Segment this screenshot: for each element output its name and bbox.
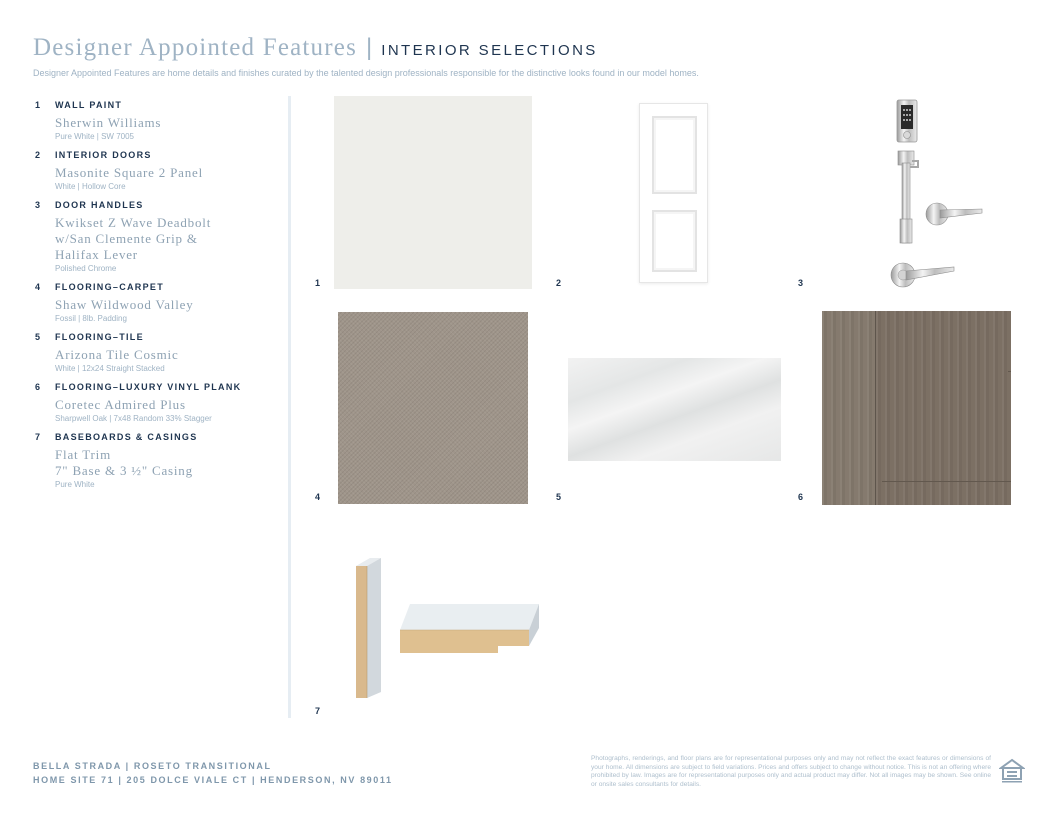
selection-item-flooring-carpet	[35, 282, 280, 324]
lever-handle-lower-icon	[891, 263, 954, 287]
item-category: FLOORING–TILE	[55, 332, 144, 342]
image-label-5: 5	[556, 492, 562, 502]
item-detail: Fossil | 8lb. Padding	[55, 314, 127, 323]
plank-knot	[1008, 371, 1011, 372]
item-product: Masonite Square 2 Panel	[55, 165, 204, 180]
item-number: 6	[35, 382, 41, 392]
selection-item-wall-paint	[35, 100, 280, 142]
item-detail: Polished Chrome	[55, 264, 117, 273]
selection-item-interior-doors	[35, 150, 280, 192]
lever-handle-icon	[926, 203, 982, 225]
item-number: 2	[35, 150, 41, 160]
item-category: FLOORING–CARPET	[55, 282, 165, 292]
community-name: BELLA STRADA | ROSETO TRANSITIONAL	[33, 761, 272, 771]
interior-door-image	[639, 103, 708, 283]
title-row	[33, 34, 1023, 62]
community-info	[33, 759, 393, 787]
title-separator: |	[366, 34, 373, 61]
equal-housing-opportunity-icon	[999, 758, 1025, 784]
carpet-swatch	[338, 312, 528, 504]
item-category: FLOORING–LUXURY VINYL PLANK	[55, 382, 242, 392]
handleset-grip-icon	[898, 151, 918, 243]
image-label-2: 2	[556, 278, 562, 288]
image-label-6: 6	[798, 492, 804, 502]
image-label-7: 7	[315, 706, 321, 716]
selection-item-door-handles	[35, 200, 280, 274]
item-product: Kwikset Z Wave Deadbolt w/San Clemente Grip & Halifax Lever	[55, 215, 212, 262]
item-product: Arizona Tile Cosmic	[55, 347, 179, 362]
item-product: Sherwin Williams	[55, 115, 162, 130]
deadbolt-keypad-icon	[897, 100, 917, 142]
image-label-3: 3	[798, 278, 804, 288]
wall-paint-swatch	[334, 96, 532, 289]
item-category: WALL PAINT	[55, 100, 123, 110]
item-number: 1	[35, 100, 41, 110]
plank-right	[876, 311, 1011, 505]
item-category: BASEBOARDS & CASINGS	[55, 432, 198, 442]
item-detail: Pure White	[55, 480, 95, 489]
door-lower-panel	[652, 210, 697, 272]
door-handles-image	[878, 97, 988, 293]
item-number: 4	[35, 282, 41, 292]
item-number: 7	[35, 432, 41, 442]
item-number: 3	[35, 200, 41, 210]
item-detail: White | 12x24 Straight Stacked	[55, 364, 165, 373]
selections-list	[35, 100, 280, 498]
selection-item-flooring-tile	[35, 332, 280, 374]
page-header	[33, 34, 1023, 78]
section-title: INTERIOR SELECTIONS	[381, 42, 598, 59]
item-detail: Sharpwell Oak | 7x48 Random 33% Stagger	[55, 414, 212, 423]
vertical-divider	[288, 96, 291, 718]
luxury-vinyl-plank-swatch	[822, 311, 1011, 505]
item-product: Coretec Admired Plus	[55, 397, 186, 412]
baseboard-casing-image	[352, 556, 544, 702]
casing-profile-icon	[400, 604, 539, 653]
selection-item-baseboards	[35, 432, 280, 490]
image-label-4: 4	[315, 492, 321, 502]
door-upper-panel	[652, 116, 697, 194]
item-detail: Pure White | SW 7005	[55, 132, 134, 141]
legal-disclaimer: Photographs, renderings, and floor plans are for representational purposes only and may not reflect the exact features or dimensions of your home. All dimensions are subject to field variations. Prices and offers subject to change without notice. This is not an offering where prohibited by law. Images are for representational purposes only and actual product may differ. Not all images may be shown. See online or onsite sales consultants for details.	[591, 755, 991, 788]
item-category: INTERIOR DOORS	[55, 150, 152, 160]
page-description: Designer Appointed Features are home details and finishes curated by the talented design professionals responsible for the distinctive looks found in our model homes.	[33, 68, 699, 78]
item-category: DOOR HANDLES	[55, 200, 144, 210]
item-number: 5	[35, 332, 41, 342]
plank-end-seam	[882, 481, 1011, 482]
plank-left	[822, 311, 875, 505]
item-product: Flat Trim 7" Base & 3 ½" Casing	[55, 447, 193, 478]
tile-swatch	[568, 358, 781, 461]
item-product: Shaw Wildwood Valley	[55, 297, 194, 312]
page-title: Designer Appointed Features	[33, 34, 358, 61]
selection-item-flooring-lvp	[35, 382, 280, 424]
item-detail: White | Hollow Core	[55, 182, 126, 191]
image-label-1: 1	[315, 278, 321, 288]
home-site-address: HOME SITE 71 | 205 DOLCE VIALE CT | HENDERSON, NV 89011	[33, 775, 393, 785]
baseboard-profile-icon	[356, 558, 381, 698]
